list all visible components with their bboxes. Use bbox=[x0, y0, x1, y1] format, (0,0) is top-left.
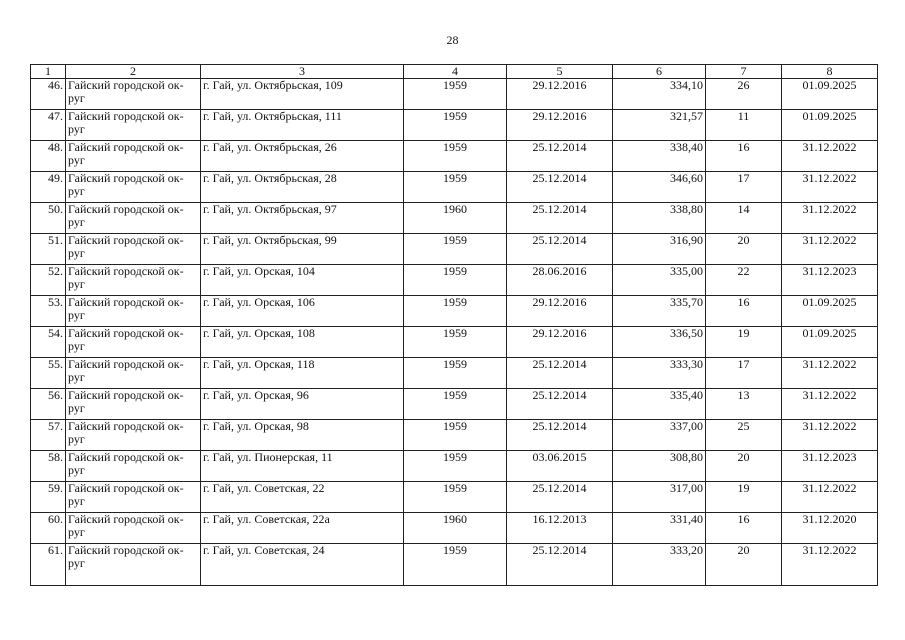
area-cell: 334,10 bbox=[613, 79, 706, 110]
row-number-cell: 60. bbox=[31, 513, 66, 544]
row-number-cell: 53. bbox=[31, 296, 66, 327]
table-row bbox=[31, 141, 878, 172]
table-row bbox=[31, 513, 878, 544]
year-cell: 1959 bbox=[404, 234, 507, 265]
area-cell: 308,80 bbox=[613, 451, 706, 482]
deadline-cell: 31.12.2022 bbox=[782, 172, 878, 203]
deadline-cell: 31.12.2022 bbox=[782, 203, 878, 234]
deadline-cell: 31.12.2022 bbox=[782, 358, 878, 389]
column-number: 3 bbox=[201, 65, 404, 79]
year-cell: 1959 bbox=[404, 420, 507, 451]
okrug-cell: Гайский городской ок-руг bbox=[66, 544, 201, 586]
row-number-cell: 51. bbox=[31, 234, 66, 265]
count-cell: 20 bbox=[706, 451, 782, 482]
count-cell: 16 bbox=[706, 141, 782, 172]
column-number: 4 bbox=[404, 65, 507, 79]
okrug-cell: Гайский городской ок-руг bbox=[66, 420, 201, 451]
deadline-cell: 31.12.2023 bbox=[782, 451, 878, 482]
area-cell: 333,20 bbox=[613, 544, 706, 586]
table-row bbox=[31, 203, 878, 234]
address-cell: г. Гай, ул. Советская, 24 bbox=[201, 544, 404, 586]
address-cell: г. Гай, ул. Октябрьская, 28 bbox=[201, 172, 404, 203]
table-row bbox=[31, 358, 878, 389]
date-cell: 25.12.2014 bbox=[507, 482, 613, 513]
table-row bbox=[31, 544, 878, 586]
address-cell: г. Гай, ул. Октябрьская, 97 bbox=[201, 203, 404, 234]
page-number: 28 bbox=[446, 33, 459, 47]
area-cell: 321,57 bbox=[613, 110, 706, 141]
deadline-cell: 31.12.2020 bbox=[782, 513, 878, 544]
date-cell: 25.12.2014 bbox=[507, 141, 613, 172]
date-cell: 03.06.2015 bbox=[507, 451, 613, 482]
row-number-cell: 46. bbox=[31, 79, 66, 110]
table-row bbox=[31, 420, 878, 451]
date-cell: 25.12.2014 bbox=[507, 544, 613, 586]
deadline-cell: 01.09.2025 bbox=[782, 79, 878, 110]
address-cell: г. Гай, ул. Октябрьская, 109 bbox=[201, 79, 404, 110]
year-cell: 1960 bbox=[404, 513, 507, 544]
count-cell: 14 bbox=[706, 203, 782, 234]
okrug-cell: Гайский городской ок-руг bbox=[66, 141, 201, 172]
count-cell: 20 bbox=[706, 234, 782, 265]
table-row bbox=[31, 265, 878, 296]
okrug-cell: Гайский городской ок-руг bbox=[66, 265, 201, 296]
column-number-row bbox=[31, 65, 878, 79]
table-row bbox=[31, 234, 878, 265]
okrug-cell: Гайский городской ок-руг bbox=[66, 296, 201, 327]
count-cell: 25 bbox=[706, 420, 782, 451]
column-number: 8 bbox=[782, 65, 878, 79]
row-number-cell: 49. bbox=[31, 172, 66, 203]
column-number: 2 bbox=[66, 65, 201, 79]
count-cell: 17 bbox=[706, 358, 782, 389]
count-cell: 26 bbox=[706, 79, 782, 110]
okrug-cell: Гайский городской ок-руг bbox=[66, 451, 201, 482]
deadline-cell: 01.09.2025 bbox=[782, 327, 878, 358]
year-cell: 1959 bbox=[404, 544, 507, 586]
row-number-cell: 48. bbox=[31, 141, 66, 172]
row-number-cell: 52. bbox=[31, 265, 66, 296]
okrug-cell: Гайский городской ок-руг bbox=[66, 203, 201, 234]
date-cell: 28.06.2016 bbox=[507, 265, 613, 296]
address-cell: г. Гай, ул. Орская, 108 bbox=[201, 327, 404, 358]
date-cell: 16.12.2013 bbox=[507, 513, 613, 544]
column-number: 5 bbox=[507, 65, 613, 79]
count-cell: 20 bbox=[706, 544, 782, 586]
area-cell: 335,40 bbox=[613, 389, 706, 420]
area-cell: 346,60 bbox=[613, 172, 706, 203]
row-number-cell: 56. bbox=[31, 389, 66, 420]
address-cell: г. Гай, ул. Октябрьская, 26 bbox=[201, 141, 404, 172]
okrug-cell: Гайский городской ок-руг bbox=[66, 482, 201, 513]
area-cell: 331,40 bbox=[613, 513, 706, 544]
date-cell: 25.12.2014 bbox=[507, 203, 613, 234]
year-cell: 1959 bbox=[404, 327, 507, 358]
count-cell: 22 bbox=[706, 265, 782, 296]
date-cell: 29.12.2016 bbox=[507, 327, 613, 358]
address-cell: г. Гай, ул. Орская, 96 bbox=[201, 389, 404, 420]
date-cell: 29.12.2016 bbox=[507, 296, 613, 327]
address-cell: г. Гай, ул. Октябрьская, 111 bbox=[201, 110, 404, 141]
row-number-cell: 61. bbox=[31, 544, 66, 586]
date-cell: 25.12.2014 bbox=[507, 389, 613, 420]
date-cell: 25.12.2014 bbox=[507, 358, 613, 389]
area-cell: 316,90 bbox=[613, 234, 706, 265]
table-row bbox=[31, 482, 878, 513]
deadline-cell: 31.12.2022 bbox=[782, 482, 878, 513]
okrug-cell: Гайский городской ок-руг bbox=[66, 234, 201, 265]
year-cell: 1959 bbox=[404, 141, 507, 172]
column-number: 7 bbox=[706, 65, 782, 79]
table-row bbox=[31, 79, 878, 110]
table-row bbox=[31, 110, 878, 141]
area-cell: 333,30 bbox=[613, 358, 706, 389]
table-row bbox=[31, 327, 878, 358]
area-cell: 336,50 bbox=[613, 327, 706, 358]
table-row bbox=[31, 451, 878, 482]
okrug-cell: Гайский городской ок-руг bbox=[66, 110, 201, 141]
address-cell: г. Гай, ул. Советская, 22 bbox=[201, 482, 404, 513]
count-cell: 13 bbox=[706, 389, 782, 420]
deadline-cell: 31.12.2023 bbox=[782, 265, 878, 296]
deadline-cell: 31.12.2022 bbox=[782, 420, 878, 451]
column-number: 1 bbox=[31, 65, 66, 79]
deadline-cell: 31.12.2022 bbox=[782, 544, 878, 586]
count-cell: 11 bbox=[706, 110, 782, 141]
address-cell: г. Гай, ул. Советская, 22а bbox=[201, 513, 404, 544]
table-body bbox=[31, 65, 878, 586]
address-cell: г. Гай, ул. Орская, 118 bbox=[201, 358, 404, 389]
year-cell: 1959 bbox=[404, 451, 507, 482]
date-cell: 25.12.2014 bbox=[507, 234, 613, 265]
year-cell: 1959 bbox=[404, 482, 507, 513]
column-number: 6 bbox=[613, 65, 706, 79]
count-cell: 17 bbox=[706, 172, 782, 203]
okrug-cell: Гайский городской ок-руг bbox=[66, 79, 201, 110]
year-cell: 1959 bbox=[404, 296, 507, 327]
count-cell: 19 bbox=[706, 482, 782, 513]
year-cell: 1960 bbox=[404, 203, 507, 234]
year-cell: 1959 bbox=[404, 172, 507, 203]
okrug-cell: Гайский городской ок-руг bbox=[66, 172, 201, 203]
year-cell: 1959 bbox=[404, 358, 507, 389]
registry-table bbox=[30, 64, 878, 586]
year-cell: 1959 bbox=[404, 389, 507, 420]
area-cell: 337,00 bbox=[613, 420, 706, 451]
row-number-cell: 58. bbox=[31, 451, 66, 482]
year-cell: 1959 bbox=[404, 110, 507, 141]
address-cell: г. Гай, ул. Пионерская, 11 bbox=[201, 451, 404, 482]
area-cell: 338,80 bbox=[613, 203, 706, 234]
address-cell: г. Гай, ул. Орская, 104 bbox=[201, 265, 404, 296]
deadline-cell: 01.09.2025 bbox=[782, 296, 878, 327]
year-cell: 1959 bbox=[404, 265, 507, 296]
okrug-cell: Гайский городской ок-руг bbox=[66, 389, 201, 420]
deadline-cell: 31.12.2022 bbox=[782, 234, 878, 265]
address-cell: г. Гай, ул. Октябрьская, 99 bbox=[201, 234, 404, 265]
deadline-cell: 31.12.2022 bbox=[782, 141, 878, 172]
table-row bbox=[31, 296, 878, 327]
table-row bbox=[31, 172, 878, 203]
table-row bbox=[31, 389, 878, 420]
okrug-cell: Гайский городской ок-руг bbox=[66, 358, 201, 389]
area-cell: 317,00 bbox=[613, 482, 706, 513]
row-number-cell: 55. bbox=[31, 358, 66, 389]
area-cell: 338,40 bbox=[613, 141, 706, 172]
count-cell: 19 bbox=[706, 327, 782, 358]
area-cell: 335,70 bbox=[613, 296, 706, 327]
row-number-cell: 59. bbox=[31, 482, 66, 513]
date-cell: 29.12.2016 bbox=[507, 110, 613, 141]
okrug-cell: Гайский городской ок-руг bbox=[66, 327, 201, 358]
deadline-cell: 01.09.2025 bbox=[782, 110, 878, 141]
row-number-cell: 57. bbox=[31, 420, 66, 451]
address-cell: г. Гай, ул. Орская, 106 bbox=[201, 296, 404, 327]
date-cell: 25.12.2014 bbox=[507, 172, 613, 203]
date-cell: 29.12.2016 bbox=[507, 79, 613, 110]
year-cell: 1959 bbox=[404, 79, 507, 110]
deadline-cell: 31.12.2022 bbox=[782, 389, 878, 420]
okrug-cell: Гайский городской ок-руг bbox=[66, 513, 201, 544]
row-number-cell: 54. bbox=[31, 327, 66, 358]
row-number-cell: 50. bbox=[31, 203, 66, 234]
date-cell: 25.12.2014 bbox=[507, 420, 613, 451]
row-number-cell: 47. bbox=[31, 110, 66, 141]
count-cell: 16 bbox=[706, 513, 782, 544]
address-cell: г. Гай, ул. Орская, 98 bbox=[201, 420, 404, 451]
count-cell: 16 bbox=[706, 296, 782, 327]
area-cell: 335,00 bbox=[613, 265, 706, 296]
